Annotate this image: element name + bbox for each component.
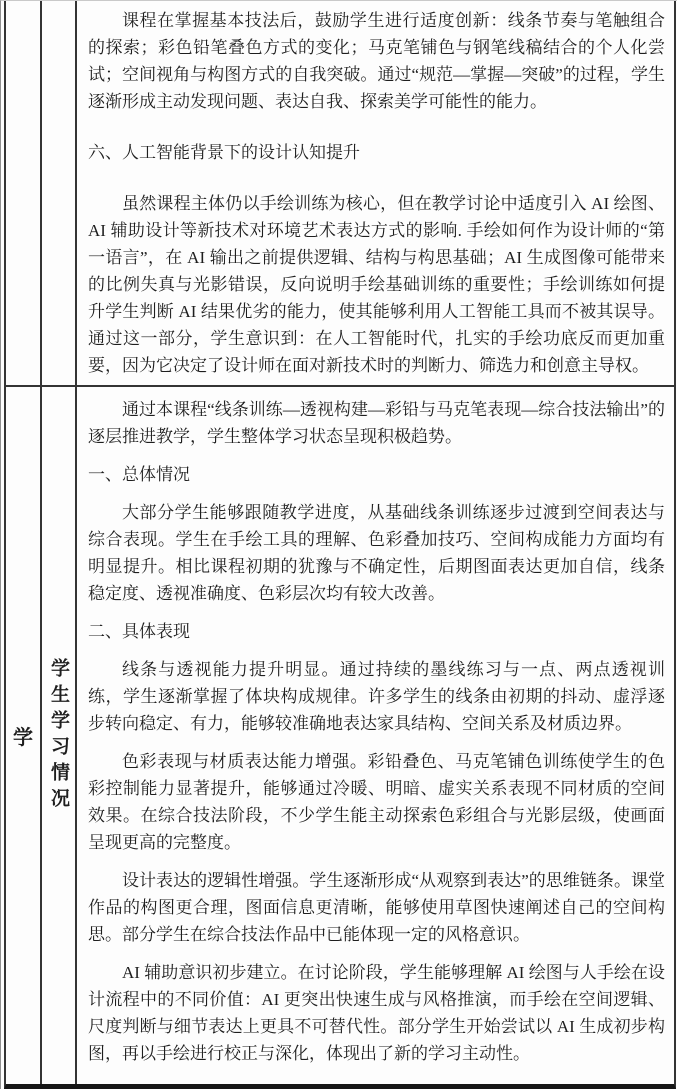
- paragraph-overview-intro: 通过本课程“线条训练—透视构建—彩铅与马克笔表现—综合技法输出”的逐层推进教学，学生整体学习状态呈现积极趋势。: [88, 400, 665, 446]
- paragraph-design-logic: 设计表达的逻辑性增强。学生逐渐形成“从观察到表达”的思维链条。课堂作品的构图更合理，图面信息更清晰，能够使用草图快速阐述自己的空间构思。部分学生在综合技法作品中已能体现一定的风格意识。: [88, 871, 665, 944]
- content-cell-teaching: [77, 1, 674, 385]
- table-row-student-learning: [6, 387, 674, 1084]
- section-heading-ai-cognition: 六、人工智能背景下的设计认知提升: [88, 143, 360, 162]
- subcategory-cell-teaching: [42, 1, 77, 385]
- paragraph-ai-awareness: AI 辅助意识初步建立。在讨论阶段，学生能够理解 AI 绘图与人手绘在设计流程中的不同价值：AI 更突出快速生成与风格推演，而手绘在空间逻辑、尺度判断与细节表达上更具不可替代性。部分学生开始尝试以 AI 生成初步构图，再以手绘进行校正与深化，体现出了新的学习主动性。: [88, 963, 665, 1063]
- content-cell-learning: [77, 387, 674, 1084]
- section-heading-overall-situation: 一、总体情况: [88, 465, 190, 484]
- table-row-teaching: [6, 1, 674, 387]
- category-cell-learning: [6, 387, 42, 1084]
- paragraph-line-perspective: 线条与透视能力提升明显。通过持续的墨线练习与一点、两点透视训练，学生逐渐掌握了体块构成规律。许多学生的线条由初期的抖动、虚浮逐步转向稳定、有力，能够较准确地表达家具结构、空间关系及材质边界。: [88, 660, 665, 733]
- section-heading-specific-performance: 二、具体表现: [88, 622, 190, 641]
- paragraph-ai-discussion: 虽然课程主体仍以手绘训练为核心，但在教学讨论中适度引入 AI 绘图、AI 辅助设计等新技术对环境艺术表达方式的影响. 手绘如何作为设计师的“第一语言”，在 AI 输出之前提供逻辑、结构与构思基础；AI 生成图像可能带来的比例失真与光影错误，反向说明手绘基础训练的重要性；手绘训练如何提升学生判断 AI 结果优劣的能力，使其能够利用人工智能工具而不被其误导。通过这一部分，学生意识到：在人工智能时代，扎实的手绘功底反而更加重要，因为它决定了设计师在面对新技术时的判断力、筛选力和创意主导权。: [88, 194, 665, 375]
- paragraph-overall-progress: 大部分学生能够跟随教学进度，从基础线条训练逐步过渡到空间表达与综合表现。学生在手绘工具的理解、色彩叠加技巧、空间构成能力方面均有明显提升。相比课程初期的犹豫与不确定性，后期图面表达更加自信，线条稳定度、透视准确度、色彩层次均有较大改善。: [88, 503, 665, 603]
- paragraph-creative-innovation: 课程在掌握基本技法后，鼓励学生进行适度创新：线条节奏与笔触组合的探索；彩色铅笔叠色方式的变化；马克笔铺色与钢笔线稿结合的个人化尝试；空间视角与构图方式的自我突破。通过“规范—掌握—突破”的过程，学生逐渐形成主动发现问题、表达自我、探索美学可能性的能力。: [88, 11, 665, 111]
- document-table: [4, 1, 676, 1089]
- subcategory-label-student-learning: 学生学习情况: [48, 657, 69, 814]
- subcategory-cell-learning: [42, 387, 77, 1084]
- category-label-xue: 学: [13, 727, 33, 749]
- category-cell-teaching: [6, 1, 42, 385]
- paragraph-color-material: 色彩表现与材质表达能力增强。彩铅叠色、马克笔铺色训练使学生的色彩控制能力显著提升，能够通过冷暖、明暗、虚实关系表现不同材质的空间效果。在综合技法阶段，不少学生能主动探索色彩组合与光影层级，使画面呈现更高的完整度。: [88, 752, 665, 852]
